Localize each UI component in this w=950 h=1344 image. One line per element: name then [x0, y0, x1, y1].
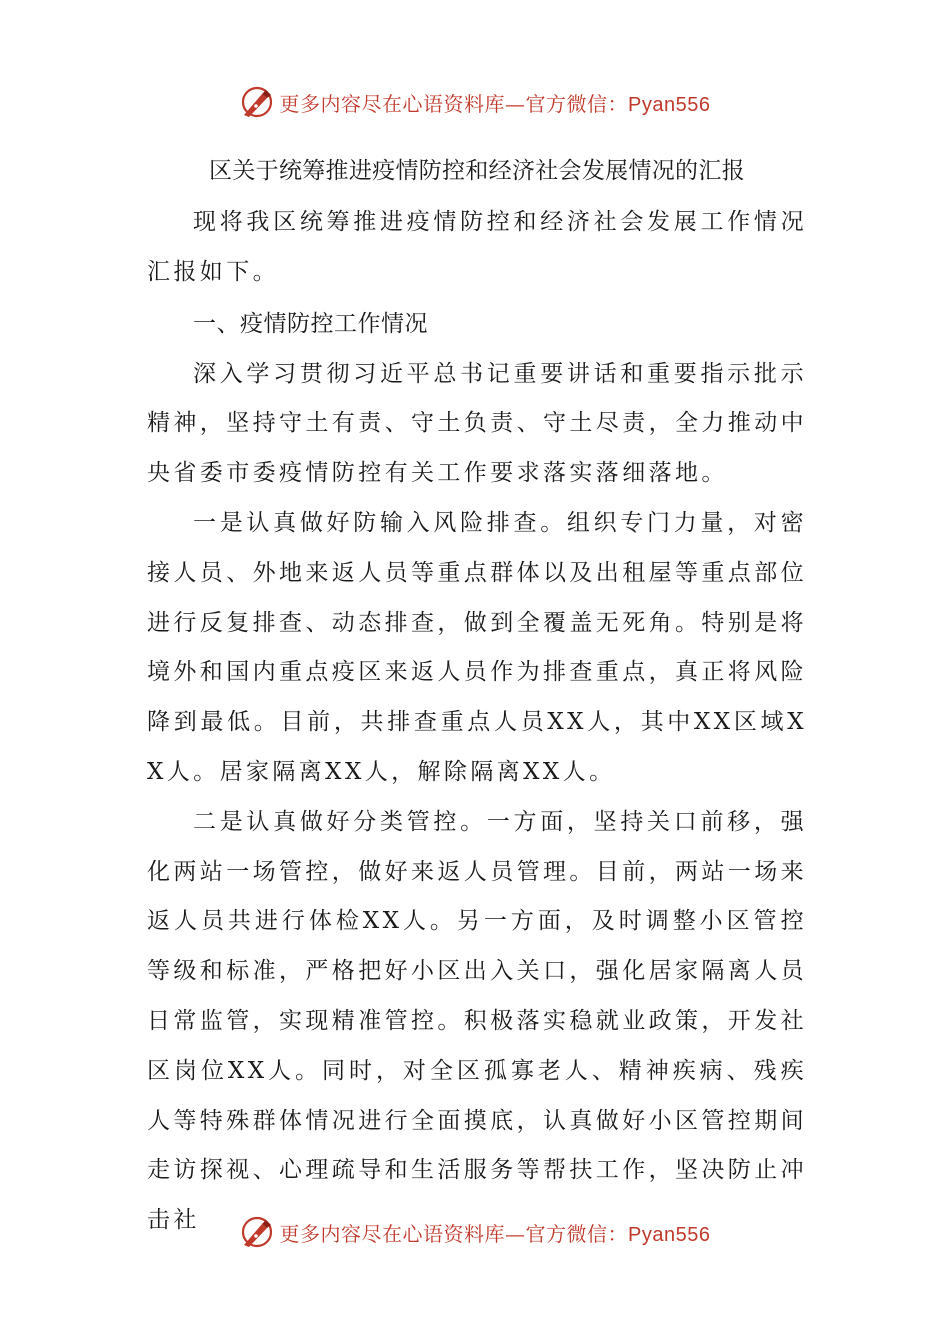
body-paragraph: 一是认真做好防输入风险排查。组织专门力量，对密接人员、外地来返人员等重点群体以及出租屋等重点部位进行反复排查、动态排查，做到全覆盖无死角。特别是将境外和国内重点疫区来返人员作为排查重点，真正将风险降到最低。目前，共排查重点人员XX人，其中XX区域XX人。居家隔离XX人，解除隔离XX人。	[147, 509, 807, 785]
footer-watermark-banner	[0, 1212, 950, 1252]
watermark-text: 更多内容尽在心语资料库—官方微信：Pyan556	[279, 1221, 711, 1246]
pen-nib-circle-icon	[240, 85, 274, 119]
section-heading: 一、疫情防控工作情况	[193, 310, 428, 337]
header-watermark-banner	[0, 82, 950, 122]
document-title: 区关于统筹推进疫情防控和经济社会发展情况的汇报	[209, 158, 745, 184]
intro-paragraph: 现将我区统筹推进疫情防控和经济社会发展工作情况汇报如下。	[147, 209, 807, 285]
body-paragraph: 二是认真做好分类管控。一方面，坚持关口前移，强化两站一场管控，做好来返人员管理。目前，两站一场来返人员共进行体检XX人。另一方面，及时调整小区管控等级和标准，严格把好小区出入关口，强化居家隔离人员日常监管，实现精准管控。积极落实稳就业政策，开发社区岗位XX人。同时，对全区孤寡老人、精神疾病、残疾人等特殊群体情况进行全面摸底，认真做好小区管控期间走访探视、心理疏导和生活服务等帮扶工作，坚决防止冲击社	[147, 808, 807, 1234]
watermark-text: 更多内容尽在心语资料库—官方微信：Pyan556	[279, 91, 711, 116]
body-paragraph: 深入学习贯彻习近平总书记重要讲话和重要指示批示精神，坚持守土有责、守土负责、守土尽责，全力推动中央省委市委疫情防控有关工作要求落实落细落地。	[147, 360, 807, 487]
document-body	[147, 148, 807, 1246]
pen-nib-circle-icon	[240, 1215, 274, 1249]
